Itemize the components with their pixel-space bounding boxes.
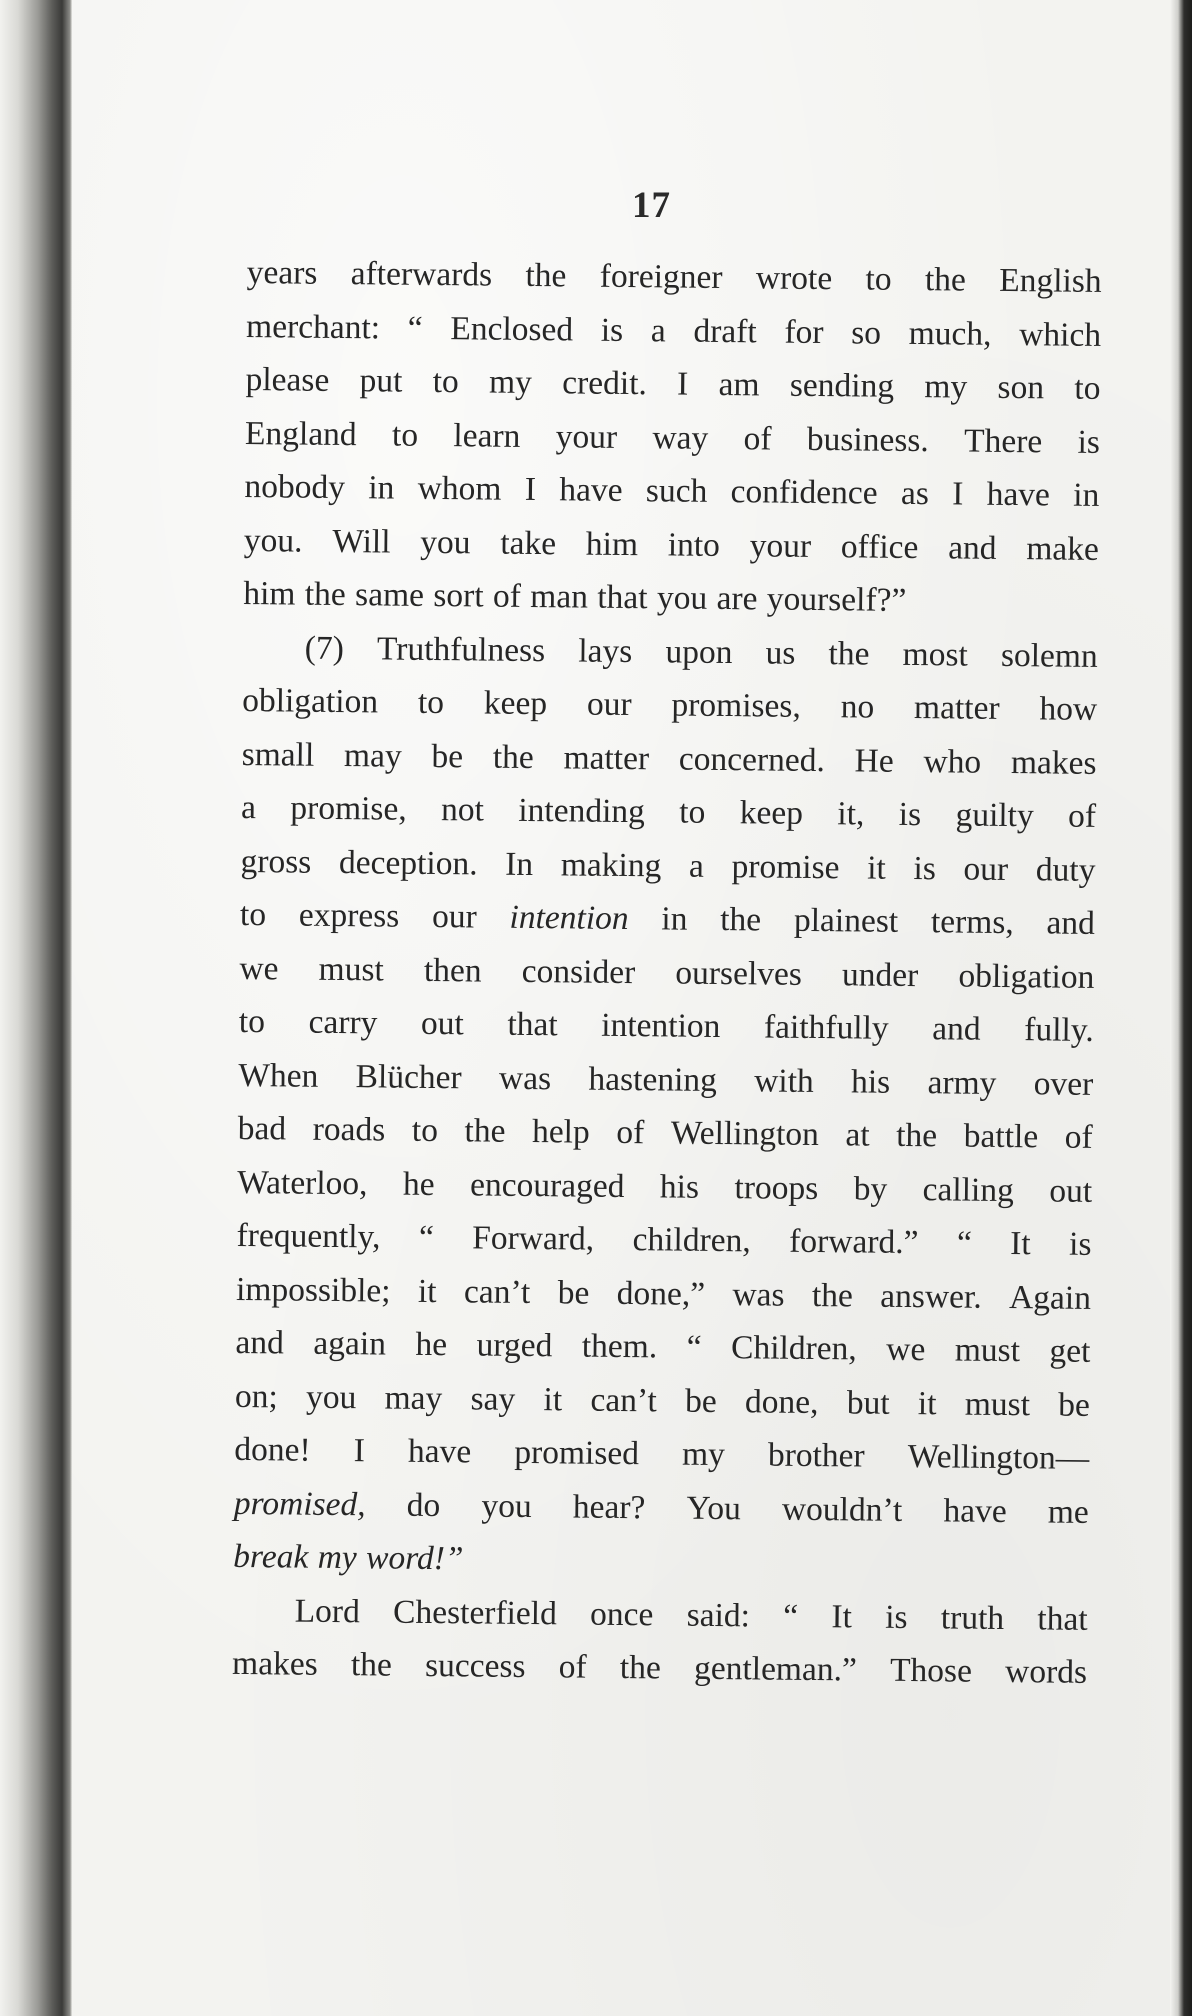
word: bad xyxy=(237,1109,287,1148)
word: is xyxy=(600,311,624,349)
word: deception. xyxy=(338,843,478,882)
word: Children, xyxy=(730,1329,857,1368)
word: of xyxy=(616,1113,645,1152)
word: of xyxy=(1064,1118,1093,1156)
word: to xyxy=(865,260,892,298)
word: he xyxy=(402,1165,435,1203)
text-line xyxy=(244,460,1100,522)
word: Wellington xyxy=(670,1114,820,1154)
word: put xyxy=(359,362,403,400)
word: have xyxy=(986,475,1051,514)
word: Waterloo, xyxy=(237,1163,368,1202)
text-line xyxy=(234,1423,1090,1485)
word: be xyxy=(431,737,464,775)
word: the xyxy=(464,1112,506,1150)
word: to xyxy=(679,793,706,831)
word: our xyxy=(586,685,632,724)
word: for xyxy=(784,313,824,351)
word: sort xyxy=(433,576,484,615)
word: confidence xyxy=(730,473,878,512)
word: “ xyxy=(418,1218,435,1257)
word: Blücher xyxy=(355,1057,462,1096)
word: “ xyxy=(686,1328,702,1366)
word: is xyxy=(898,795,922,834)
text-line xyxy=(237,1102,1093,1164)
word: yourself?” xyxy=(766,580,907,619)
text-line xyxy=(243,620,1099,682)
word: but xyxy=(846,1383,890,1422)
word: you xyxy=(305,1378,357,1416)
word: it xyxy=(917,1384,937,1422)
word: to xyxy=(239,895,267,934)
word: to xyxy=(432,362,459,401)
word: the xyxy=(828,634,870,673)
word: Again xyxy=(1008,1278,1092,1317)
word: Wellington— xyxy=(907,1437,1090,1477)
word: you. xyxy=(243,521,303,560)
text-line xyxy=(240,834,1096,896)
word: Will xyxy=(332,522,391,561)
text-line xyxy=(236,1209,1092,1271)
word: must xyxy=(318,950,384,988)
word: the xyxy=(525,256,567,295)
word: draft xyxy=(693,312,757,350)
word: foreigner xyxy=(599,257,723,296)
text-line xyxy=(245,353,1101,415)
word: must xyxy=(954,1331,1021,1370)
word: a xyxy=(688,847,705,885)
word: I xyxy=(524,470,537,509)
word: and xyxy=(235,1323,285,1362)
word: sending xyxy=(789,366,895,405)
word: solemn xyxy=(1000,636,1098,675)
text-line xyxy=(239,995,1095,1057)
word: must xyxy=(964,1385,1031,1423)
word: it xyxy=(867,849,887,887)
word: England xyxy=(244,414,357,453)
word: gentleman.” xyxy=(693,1649,858,1689)
text-line xyxy=(235,1369,1091,1431)
word: not xyxy=(440,791,485,829)
word: get xyxy=(1049,1332,1091,1370)
word: guilty xyxy=(955,796,1034,835)
word: makes xyxy=(231,1644,318,1683)
word: my xyxy=(924,368,968,406)
word: a xyxy=(650,311,666,349)
word: can’t xyxy=(463,1272,531,1311)
italic-word: intention xyxy=(509,898,629,938)
word: of xyxy=(1067,797,1097,835)
word: man xyxy=(530,577,589,616)
word: ourselves xyxy=(675,954,803,993)
text-line xyxy=(244,513,1100,575)
word: office xyxy=(840,527,919,566)
word: so xyxy=(851,313,882,352)
word: to xyxy=(238,1002,266,1041)
word: “ xyxy=(956,1224,972,1262)
word: matter xyxy=(563,738,650,777)
word: is xyxy=(1068,1225,1092,1263)
word: You xyxy=(686,1489,742,1527)
word: on; xyxy=(234,1377,278,1415)
word: brother xyxy=(767,1436,865,1475)
word: that xyxy=(507,1005,558,1044)
word: There xyxy=(963,422,1043,460)
word: you xyxy=(420,523,471,561)
word: upon xyxy=(665,632,733,671)
word: same xyxy=(354,576,425,614)
italic-word: word!” xyxy=(365,1539,464,1578)
word: concerned. xyxy=(678,740,826,779)
word: small xyxy=(241,735,315,774)
word: as xyxy=(900,474,930,513)
word: the xyxy=(896,1116,938,1155)
word: it xyxy=(417,1272,437,1310)
word: matter xyxy=(913,689,1000,727)
word: promised xyxy=(514,1433,640,1473)
word: are xyxy=(716,579,758,618)
word: (7) xyxy=(304,629,345,667)
word: is xyxy=(885,1598,908,1636)
word: out xyxy=(1049,1171,1093,1210)
word: of xyxy=(743,419,772,458)
word: them. xyxy=(581,1327,658,1366)
word: whom xyxy=(417,469,502,508)
text-line xyxy=(241,781,1097,843)
text-line xyxy=(238,1048,1094,1110)
word: Those xyxy=(889,1651,973,1690)
word: the xyxy=(350,1646,393,1684)
word: lays xyxy=(578,631,633,670)
word: forward.” xyxy=(789,1222,919,1262)
word: is xyxy=(1077,423,1101,461)
word: consider xyxy=(521,952,636,991)
word: keep xyxy=(483,684,548,723)
word: wouldn’t xyxy=(781,1490,903,1529)
word: son xyxy=(997,368,1045,407)
word: may xyxy=(384,1379,443,1417)
word: be xyxy=(684,1382,717,1420)
word: it, xyxy=(837,795,865,833)
word: by xyxy=(853,1169,888,1208)
page-number: 17 xyxy=(632,185,671,226)
word: my xyxy=(681,1435,726,1474)
word: When xyxy=(238,1056,319,1095)
word: help xyxy=(531,1113,590,1151)
word: done! xyxy=(234,1430,311,1469)
word: and xyxy=(932,1010,981,1048)
word: words xyxy=(1004,1653,1088,1691)
word: in xyxy=(1073,476,1100,514)
word: the xyxy=(304,575,346,614)
word: In xyxy=(505,845,534,883)
word: English xyxy=(999,261,1102,300)
word: that xyxy=(597,578,648,617)
word: at xyxy=(845,1116,870,1154)
word: you xyxy=(656,579,708,617)
word: his xyxy=(850,1062,891,1101)
text-line xyxy=(246,246,1102,308)
book-binding-edge xyxy=(0,0,72,2016)
italic-word: break xyxy=(233,1537,309,1576)
word: duty xyxy=(1035,850,1096,889)
word: urged xyxy=(476,1326,553,1365)
word: do xyxy=(406,1486,441,1524)
word: a xyxy=(240,788,257,827)
word: gross xyxy=(240,842,312,881)
word: He xyxy=(854,741,894,780)
word: the xyxy=(924,261,967,299)
text-line xyxy=(232,1583,1088,1645)
word: way xyxy=(652,418,709,457)
word: much, xyxy=(908,314,992,353)
word: makes xyxy=(1010,743,1097,782)
word: Truthfulness xyxy=(376,629,546,669)
word: we xyxy=(886,1330,926,1369)
word: answer. xyxy=(880,1277,982,1316)
word: the xyxy=(619,1648,662,1687)
word: be xyxy=(557,1273,590,1312)
word: fully. xyxy=(1024,1011,1094,1049)
word: Enclosed xyxy=(450,309,574,348)
word: business. xyxy=(806,420,929,459)
text-line xyxy=(236,1262,1092,1324)
word: afterwards xyxy=(350,255,493,294)
word: nobody xyxy=(244,467,346,507)
word: I xyxy=(951,475,964,513)
italic-word: promised, xyxy=(233,1484,366,1523)
word: making xyxy=(560,845,662,884)
word: in xyxy=(661,900,688,938)
word: that xyxy=(1037,1599,1088,1638)
word: encouraged xyxy=(469,1165,625,1205)
word: with xyxy=(754,1061,814,1100)
word: have xyxy=(943,1491,1007,1530)
word: who xyxy=(923,742,982,781)
word: once xyxy=(589,1595,654,1633)
word: your xyxy=(749,526,812,565)
word: us xyxy=(765,633,796,672)
word: and xyxy=(1046,904,1096,942)
word: Chesterfield xyxy=(392,1593,558,1632)
word: said: xyxy=(686,1596,751,1634)
text-line xyxy=(234,1476,1090,1538)
word: our xyxy=(963,850,1009,888)
word: no xyxy=(840,688,875,726)
word: into xyxy=(667,525,721,564)
word: to xyxy=(417,683,445,722)
word: again xyxy=(313,1324,387,1363)
text-line xyxy=(233,1530,1089,1592)
word: It xyxy=(1010,1225,1031,1263)
text-line xyxy=(242,674,1098,736)
word: wrote xyxy=(755,259,833,298)
word: have xyxy=(407,1432,472,1471)
word: I xyxy=(676,365,689,403)
word: may xyxy=(343,736,402,775)
word: have xyxy=(559,471,623,509)
word: promise, xyxy=(290,789,407,828)
text-line xyxy=(240,888,1096,950)
word: his xyxy=(659,1167,700,1206)
word: promises, xyxy=(671,686,802,725)
word: him xyxy=(585,525,639,563)
word: done,” xyxy=(616,1274,706,1313)
word: roads xyxy=(312,1110,386,1149)
word: frequently, xyxy=(236,1216,381,1256)
word: of xyxy=(492,577,522,615)
text-line xyxy=(239,941,1095,1003)
text-line xyxy=(237,1155,1093,1217)
word: was xyxy=(498,1059,552,1097)
text-line xyxy=(241,727,1097,789)
word: out xyxy=(420,1004,464,1043)
word: credit. xyxy=(562,364,648,403)
word: to xyxy=(391,416,419,454)
word: intending xyxy=(518,791,646,831)
body-text xyxy=(232,246,1102,1699)
text-line xyxy=(246,299,1102,361)
word: hear? xyxy=(572,1487,646,1526)
word: he xyxy=(415,1325,448,1364)
word: we xyxy=(239,949,279,987)
word: promise xyxy=(731,847,840,886)
word: most xyxy=(902,635,968,674)
word: hastening xyxy=(588,1060,718,1099)
word: faithfully xyxy=(763,1008,889,1047)
word: take xyxy=(500,524,557,562)
word: Forward, xyxy=(472,1219,595,1258)
word: which xyxy=(1019,315,1102,354)
word: “ xyxy=(407,309,423,347)
word: army xyxy=(927,1063,997,1102)
word: children, xyxy=(632,1221,751,1260)
word: my xyxy=(488,363,533,401)
word: express xyxy=(298,896,400,935)
word: you xyxy=(481,1487,532,1525)
text-line xyxy=(235,1316,1091,1378)
word: over xyxy=(1033,1064,1094,1103)
word: terms, xyxy=(930,903,1014,942)
word: the xyxy=(492,738,534,776)
word: intention xyxy=(601,1006,721,1045)
word: impossible; xyxy=(235,1270,391,1310)
word: me xyxy=(1047,1492,1089,1531)
word: truth xyxy=(940,1598,1005,1637)
word: obligation xyxy=(242,681,379,721)
word: to xyxy=(1074,369,1101,407)
word: of xyxy=(558,1648,587,1686)
word: calling xyxy=(922,1170,1015,1209)
word: years xyxy=(246,253,318,292)
word: keep xyxy=(739,794,804,832)
word: can’t xyxy=(590,1381,658,1419)
word: make xyxy=(1026,529,1100,568)
text-line xyxy=(243,567,1099,629)
word: am xyxy=(718,365,760,404)
word: obligation xyxy=(958,956,1095,996)
page-right-edge xyxy=(1170,0,1192,2016)
word: your xyxy=(555,417,618,456)
word: and xyxy=(947,528,997,567)
word: learn xyxy=(453,416,521,455)
book-page xyxy=(72,0,1170,2016)
word: done, xyxy=(744,1382,819,1421)
word: is xyxy=(913,849,937,887)
word: the xyxy=(720,900,762,939)
word: plainest xyxy=(793,901,899,940)
word: to xyxy=(411,1111,439,1150)
word: be xyxy=(1058,1386,1091,1424)
word: in xyxy=(368,469,395,507)
word: “ xyxy=(783,1597,799,1635)
word: success xyxy=(424,1646,526,1685)
word: under xyxy=(841,955,919,994)
word: please xyxy=(245,360,330,399)
word: It xyxy=(831,1597,853,1635)
word: say xyxy=(470,1379,516,1418)
word: the xyxy=(811,1276,854,1314)
word: how xyxy=(1039,690,1098,728)
word: Lord xyxy=(294,1592,361,1630)
text-line xyxy=(232,1637,1088,1699)
word: troops xyxy=(734,1168,819,1207)
word: carry xyxy=(308,1003,378,1042)
word: him xyxy=(243,574,296,613)
text-line xyxy=(245,406,1101,468)
italic-word: my xyxy=(317,1538,357,1577)
word: merchant: xyxy=(245,307,381,346)
word: such xyxy=(645,472,708,510)
word: then xyxy=(423,951,482,989)
word: I xyxy=(353,1432,366,1470)
word: battle xyxy=(963,1117,1039,1156)
word: it xyxy=(543,1380,563,1418)
word: our xyxy=(431,897,477,936)
word: was xyxy=(732,1275,785,1314)
